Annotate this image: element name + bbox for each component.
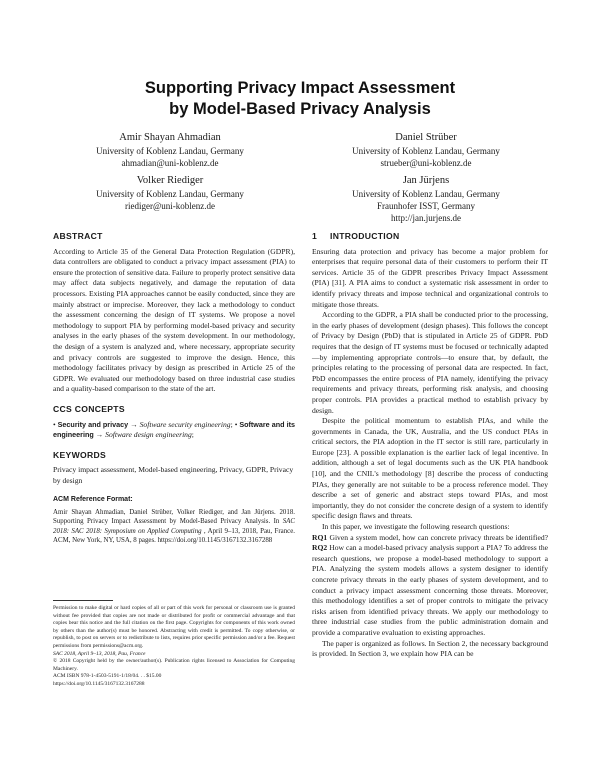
permission-isbn: ACM ISBN 978-1-4503-5191-1/18/04. . . $15.00 — [53, 673, 162, 680]
separator: ; — [230, 419, 233, 429]
ccs-item-2-detail: Software design engineering — [105, 430, 192, 440]
bullet: • — [53, 419, 56, 429]
intro-paragraph-4: In this paper, we investigate the following research questions: — [322, 522, 510, 532]
ccs-concepts — [53, 420, 295, 441]
intro-paragraph-2: According to the GDPR, a PIA shall be conducted prior to the processing, in the early phases of development (design phases). This follows the concept of Privacy by Design (PbD) that is stipulated in Article 25 of GDPR. PbD requires that the design of IT systems must be focused or technically adapted—by implementing appropriate controls—to ensure that, by default, the principles relating to the processing of personal data are respected. In fact, PbD encompasses the entire process of PIA namely, identifying the privacy requirements and privacy threats, performing risk analysis, and choosing proper controls. PIA provides a practical method to establish privacy by design. — [312, 310, 548, 415]
author-email: ahmadian@uni-koblenz.de — [121, 158, 219, 168]
abstract-heading: ABSTRACT — [53, 231, 103, 241]
author-name: Volker Riediger — [136, 175, 204, 186]
author-block-2 — [296, 131, 556, 169]
arrow: → — [130, 419, 138, 429]
venue-text: SAC 2018, April 9–13, 2018, Pau, France — [53, 650, 146, 657]
author-affiliation-2: Fraunhofer ISST, Germany — [376, 201, 476, 211]
author-affiliation: University of Koblenz Landau, Germany — [352, 146, 500, 156]
section-number: 1 — [312, 231, 318, 241]
acm-reference — [53, 495, 295, 545]
permission-copyright: © 2018 Copyright held by the owner/author(s). Publication rights licensed to Association for Computing Machinery. — [53, 658, 295, 672]
acm-reference-text — [53, 508, 295, 546]
permission-doi: https://doi.org/10.1145/3167132.3167288 — [53, 680, 145, 687]
acm-reference-heading: ACM Reference Format: — [53, 496, 133, 504]
ccs-item-1: Security and privacy — [57, 419, 129, 429]
intro-heading — [312, 231, 548, 242]
author-name: Jan Jürjens — [402, 175, 450, 186]
permission-text: Permission to make digital or hard copies of all or part of this work for personal or classroom use is granted without fee provided that copies are not made or distributed for profit or commercial advantage and that copies bear this notice and the full citation on the first page. Copyrights for components of this work owned by others than the author(s) must be honored. Abstracting with credit is permitted. To copy otherwise, or republish, to post on servers or to redistribute to lists, requires prior specific permission and/or a fee. Request permissions from permissions@acm.org. — [53, 605, 295, 649]
intro-paragraph-5: The paper is organized as follows. In Section 2, the necessary background is provided. In Section 3, we explain how PIA can be — [312, 638, 548, 659]
intro-paragraph-3: Despite the political momentum to establish PIAs, and while the governments in Canada, the UK, Australia, and the US conduct PIAs in critical sectors, the PIA adoption in the IT sector is still rare, particularly in Europe [23]. A possible explanation is the earlier lack of legal incentive. In addition, although a set of legal documents such as the UK PIA handbook [10], and the CNIL's methodology [8] describe the process of conducting PIAs, they generally are not suitable to be a process reference model. They describe a set of generic and abstract steps toward PIAs, and most importantly, they do not consider the concrete design of a system to identify specific design flaws and threats. — [312, 416, 548, 521]
section-title: INTRODUCTION — [330, 231, 400, 241]
permission-notice — [53, 605, 295, 689]
keywords-text: Privacy impact assessment, Model-based engineering, Privacy, GDPR, Privacy by design — [53, 465, 294, 485]
author-affiliation: University of Koblenz Landau, Germany — [352, 189, 500, 199]
author-block-4 — [296, 174, 556, 224]
author-name: Daniel Strüber — [395, 132, 457, 143]
reference-part-b: , April 9–13, 2018, Pau, France. ACM, New York, NY, USA, 8 pages. https://doi.org/10.1145/3167132.3167288 — [53, 527, 295, 545]
paper-title-line-1: Supporting Privacy Impact Assessment — [144, 79, 456, 97]
paper-title-line-2: by Model-Based Privacy Analysis — [169, 100, 431, 118]
author-email: strueber@uni-koblenz.de — [380, 158, 472, 168]
author-email: http://jan.jurjens.de — [391, 213, 461, 223]
bullet: • — [234, 419, 238, 429]
right-column — [312, 231, 548, 660]
author-block-1 — [40, 131, 300, 169]
reference-part-a: Amir Shayan Ahmadian, Daniel Strüber, Volker Riediger, and Jan Jürjens. 2018. Supporting Privacy Impact Assessment by Model-Based Privacy Analysis. In — [53, 509, 295, 526]
author-affiliation: University of Koblenz Landau, Germany — [96, 146, 244, 156]
ccs-heading: CCS CONCEPTS — [53, 403, 125, 414]
keywords-heading: KEYWORDS — [53, 449, 107, 460]
author-name: Amir Shayan Ahmadian — [119, 132, 221, 143]
ccs-item-1-detail: Software security engineering — [139, 419, 231, 429]
rq2-label: RQ2 — [312, 543, 328, 553]
footnote-rule — [53, 600, 113, 601]
arrow: → — [95, 430, 104, 440]
intro-research-questions — [312, 533, 548, 639]
author-block-3 — [40, 174, 300, 212]
ccs-item-2: Software and its engineering — [53, 419, 295, 440]
separator: ; — [191, 430, 194, 440]
left-column — [53, 231, 295, 546]
abstract-text: According to Article 35 of the General Data Protection Regulation (GDPR), data controllers are obligated to conduct a privacy impact assessment (PIA) to ensure the protection of sensitive data. Failure to properly protect sensitive data may affect data subjects negatively, and damage the reputation of data processors. Existing PIA approaches cannot be easily conducted, since they are mainly abstract or imprecise. Moreover, they lack a methodology to conduct the assessment concerning the design of IT systems. We propose a novel methodology to support PIA by performing model-based privacy and security analyses in the early phases of the system development. In our methodology, the design of a system is analyzed and, where necessary, appropriate security and privacy controls are suggested to improve the design. Hence, this methodology facilitates privacy by design as prescribed in Article 25 of the GDPR. We evaluated our methodology based on three industrial case studies and a quality-based comparison to the state of the art. — [53, 246, 295, 394]
rq1-text: Given a system model, how can concrete privacy threats be identified? — [327, 532, 548, 542]
reference-venue: SAC 2018: SAC 2018: Symposium on Applied Computing — [53, 518, 295, 535]
author-affiliation: University of Koblenz Landau, Germany — [96, 189, 244, 199]
intro-paragraph-1: Ensuring data protection and privacy has become a major problem for enterprises that require personal data of their customers to perform their IT services. Article 35 of the GDPR prescribes Privacy Impact Assessment (PIA) [31]. A PIA aims to conduct a systematic risk assessment in order to identify privacy threats and impose technical and organizational controls to mitigate those threats. — [312, 246, 548, 309]
rq2-text: How can a model-based privacy analysis support a PIA? To address the research questions, we propose a model-based methodology to support a PIA. Analyzing the system models allows a system designer to identify concrete privacy threats in the early phases of system development, and to conduct a privacy impact assessment concerning those threats. Moreover, this methodology identifies a set of proper controls to mitigate the privacy risks arisen from identified privacy threats. We apply our methodology to three industrial case studies from the public administration domain and provide a comparative evaluation to existing approaches. — [312, 543, 548, 637]
rq1-label: RQ1 — [312, 532, 328, 542]
author-email: riediger@uni-koblenz.de — [124, 201, 215, 211]
